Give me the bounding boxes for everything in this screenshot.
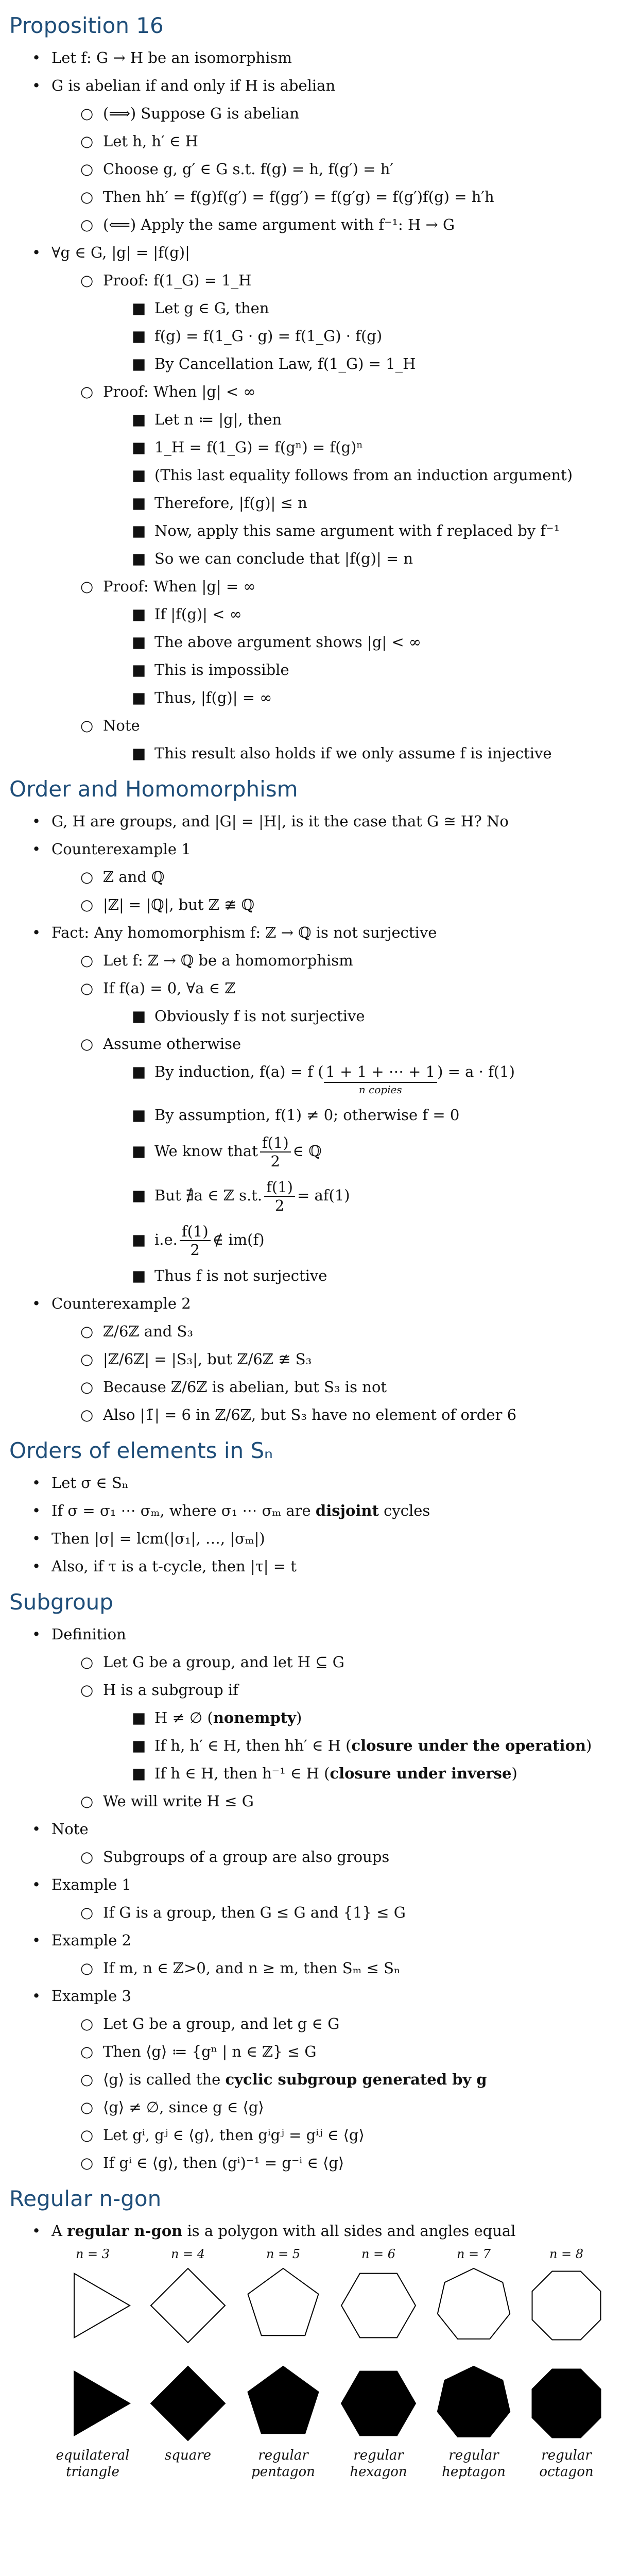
polygon-caption: heptagon (442, 2464, 506, 2480)
fraction: $\frac{f(1)}{2}$ (180, 1223, 211, 1259)
bullet-line: ■ This result also holds if we only assume f is injective (132, 744, 552, 762)
bullet-line: • Let σ ∈ Sₙ (32, 1474, 129, 1492)
bullet-line: ○ We will write H ≤ G (80, 1792, 254, 1810)
bullet-line: ○ ℤ and ℚ (80, 868, 165, 886)
bullet-line: ○ Because ℤ/6ℤ is abelian, but S₃ is not (80, 1378, 387, 1396)
bullet-line: • If σ = σ₁ ⋯ σₘ, where σ₁ ⋯ σₘ are disjoint cycles (32, 1502, 430, 1519)
bullet-line: • Definition (32, 1625, 126, 1643)
outline-square (144, 2262, 232, 2349)
bullet-line: ○ ⟨g⟩ is called the cyclic subgroup generated by g (80, 2071, 487, 2088)
bullet-line: • Let f: G → H be an isomorphism (32, 49, 292, 66)
bullet-line: ■ 1_H = f(1_G) = f(gⁿ) = f(g)ⁿ (132, 438, 363, 456)
polygon-caption: pentagon (251, 2464, 315, 2480)
bullet-line: • ∀g ∈ G, |g| = |f(g)| (32, 244, 190, 261)
bullet-line: ○ If G is a group, then G ≤ G and {1} ≤ G (80, 1904, 406, 1921)
bullet-line: ○ Also |1̄| = 6 in ℤ/6ℤ, but S₃ have no element of order 6 (80, 1406, 517, 1423)
fraction-line: ■ But ∄a ∈ ℤ s.t. $\frac{f(1)}{2}$ = af(1) (132, 1178, 350, 1214)
bullet-line: ○ H is a subgroup if (80, 1681, 238, 1699)
polygon-n-label: n = 5 (266, 2247, 301, 2261)
fraction: $\frac{f(1)}{2}$ (260, 1134, 291, 1170)
bullet-line: ■ If h ∈ H, then h⁻¹ ∈ H (closure under inverse) (132, 1765, 517, 1782)
polygon-gallery (0, 2246, 622, 2514)
polygon-column-8 (517, 2246, 615, 2480)
polygon-caption: square (164, 2448, 212, 2463)
bullet-line: ○ Proof: When |g| = ∞ (80, 578, 256, 595)
fraction: $\frac{f(1)}{2}$ (264, 1178, 295, 1214)
heading-orders-of-elements: Orders of elements in Sₙ (9, 1438, 273, 1463)
outline-pentagon (239, 2262, 327, 2349)
heading-subgroup: Subgroup (9, 1589, 113, 1615)
bullet-line: ○ Assume otherwise (80, 1035, 241, 1053)
bullet-line: • G, H are groups, and |G| = |H|, is it the case that G ≅ H? No (32, 812, 509, 830)
bullet-line: ■ Thus, |f(g)| = ∞ (132, 689, 272, 706)
bullet-line: ■ If |f(g)| < ∞ (132, 605, 242, 623)
bullet-line: ■ By Cancellation Law, f(1_G) = 1_H (132, 355, 416, 372)
polygon-caption: hexagon (350, 2464, 407, 2480)
bullet-line: • Example 3 (32, 1987, 131, 2005)
heading-order-and-homomorphism: Order and Homomorphism (9, 776, 298, 802)
polygon-n-label: n = 4 (170, 2247, 205, 2261)
polygon-n-label: n = 6 (361, 2247, 396, 2261)
underbrace-expression: 1 + 1 + ⋯ + 1 n copies (324, 1061, 438, 1096)
polygon-column-7 (425, 2246, 523, 2480)
bullet-line: • Counterexample 2 (32, 1295, 191, 1312)
outline-heptagon (430, 2262, 517, 2349)
bullet-line: ■ So we can conclude that |f(g)| = n (132, 550, 413, 567)
bullet-line: ○ ℤ/6ℤ and S₃ (80, 1323, 194, 1340)
bullet-line: ○ Then ⟨g⟩ ≔ {gⁿ | n ∈ ℤ} ≤ G (80, 2043, 317, 2060)
bullet-line: ○ Proof: f(1_G) = 1_H (80, 272, 252, 289)
filled-hexagon (335, 2360, 422, 2447)
bullet-line: • Note (32, 1820, 89, 1838)
polygon-n-label: n = 7 (456, 2247, 491, 2261)
bullet-line: ○ Let gⁱ, gʲ ∈ ⟨g⟩, then gⁱgʲ = gⁱʲ ∈ ⟨g⟩ (80, 2126, 365, 2144)
bullet-line: ■ Therefore, |f(g)| ≤ n (132, 494, 307, 512)
polygon-n-label: n = 3 (75, 2247, 110, 2261)
bullet-line: ○ |ℤ/6ℤ| = |S₃|, but ℤ/6ℤ ≇ S₃ (80, 1350, 312, 1368)
polygon-caption: octagon (539, 2464, 594, 2480)
bullet-line: ○ (⟸) Apply the same argument with f⁻¹: H → G (80, 216, 455, 233)
bullet-line: ○ If m, n ∈ ℤ>0, and n ≥ m, then Sₘ ≤ Sₙ (80, 1959, 401, 1977)
bullet-line: ■ By assumption, f(1) ≠ 0; otherwise f = 0 (132, 1106, 460, 1124)
bullet-line: ○ Let G be a group, and let H ⊆ G (80, 1653, 344, 1671)
bullet-line: ○ Proof: When |g| < ∞ (80, 383, 256, 400)
induction-line: ■ By induction, f(a) = f ( 1 + 1 + ⋯ + 1 n copies ) = a · f(1) (0, 1061, 622, 1097)
bullet-line: ■ Let n ≔ |g|, then (132, 411, 282, 428)
bullet-line: ■ Thus f is not surjective (132, 1267, 327, 1284)
bullet-line: ■ Now, apply this same argument with f replaced by f⁻¹ (132, 522, 560, 539)
polygon-caption: triangle (66, 2464, 119, 2480)
polygon-column-4 (139, 2246, 237, 2464)
bullet-line: ■ H ≠ ∅ (nonempty) (132, 1709, 302, 1726)
bullet-line: ○ ⟨g⟩ ≠ ∅, since g ∈ ⟨g⟩ (80, 2098, 264, 2116)
polygon-caption: regular (541, 2448, 592, 2463)
outline-triangle (49, 2262, 136, 2349)
bullet-line: • G is abelian if and only if H is abelian (32, 77, 336, 94)
bullet-line: ○ (⟹) Suppose G is abelian (80, 105, 300, 122)
polygon-caption: regular (258, 2448, 308, 2463)
fraction-line: ■ We know that $\frac{f(1)}{2}$ ∈ ℚ (132, 1134, 322, 1170)
polygon-caption: equilateral (56, 2448, 130, 2463)
bullet-line: ○ Let G be a group, and let g ∈ G (80, 2015, 340, 2032)
bullet-line: ○ Let f: ℤ → ℚ be a homomorphism (80, 952, 353, 969)
polygon-column-3 (44, 2246, 142, 2480)
bullet-line: ○ Choose g, g′ ∈ G s.t. f(g) = h, f(g′) = h′ (80, 160, 393, 178)
filled-square (144, 2360, 232, 2447)
filled-pentagon (239, 2360, 327, 2447)
heading-proposition-16: Proposition 16 (9, 13, 164, 38)
bullet-line: • Counterexample 1 (32, 840, 191, 858)
outline-octagon (523, 2262, 610, 2349)
outline-hexagon (335, 2262, 422, 2349)
filled-octagon (523, 2360, 610, 2447)
polygon-column-6 (330, 2246, 427, 2480)
bullet-line: • Then |σ| = lcm(|σ₁|, …, |σₘ|) (32, 1530, 265, 1547)
bullet-line: ○ Note (80, 717, 140, 734)
bullet-line: ■ The above argument shows |g| < ∞ (132, 633, 422, 651)
polygon-caption: regular (353, 2448, 404, 2463)
bullet-line: ■ Let g ∈ G, then (132, 299, 269, 317)
bullet-line: ○ Subgroups of a group are also groups (80, 1848, 390, 1866)
bullet-line: • Fact: Any homomorphism f: ℤ → ℚ is not surjective (32, 924, 437, 941)
bullet-line: ■ Obviously f is not surjective (132, 1007, 365, 1025)
bullet-line: ○ If f(a) = 0, ∀a ∈ ℤ (80, 979, 236, 997)
bullet-line: ○ Then hh′ = f(g)f(g′) = f(gg′) = f(g′g) = f(g′)f(g) = h′h (80, 188, 494, 206)
polygon-n-label: n = 8 (549, 2247, 584, 2261)
filled-triangle (49, 2360, 136, 2447)
bullet-line: ○ Let h, h′ ∈ H (80, 132, 198, 150)
polygon-caption: regular (448, 2448, 499, 2463)
bullet-line: ■ If h, h′ ∈ H, then hh′ ∈ H (closure under the operation) (132, 1737, 592, 1754)
bullet-line: • Example 2 (32, 1931, 131, 1949)
bullet-line: ■ f(g) = f(1_G · g) = f(1_G) · f(g) (132, 327, 383, 345)
bullet-line: ■ This is impossible (132, 661, 289, 679)
heading-regular-n-gon: Regular n-gon (9, 2186, 162, 2211)
bullet-line: • Also, if τ is a t-cycle, then |τ| = t (32, 1557, 297, 1575)
bullet-line: ■ (This last equality follows from an induction argument) (132, 466, 573, 484)
polygon-column-5 (234, 2246, 332, 2480)
fraction-line: ■ i.e. $\frac{f(1)}{2}$ ∉ im(f) (132, 1223, 265, 1259)
filled-heptagon (430, 2360, 517, 2447)
bullet-line: • Example 1 (32, 1876, 131, 1893)
bullet-line: • A regular n-gon is a polygon with all sides and angles equal (32, 2222, 516, 2240)
bullet-line: ○ |ℤ| = |ℚ|, but ℤ ≇ ℚ (80, 896, 254, 913)
bullet-line: ○ If gⁱ ∈ ⟨g⟩, then (gⁱ)⁻¹ = g⁻ⁱ ∈ ⟨g⟩ (80, 2154, 344, 2172)
